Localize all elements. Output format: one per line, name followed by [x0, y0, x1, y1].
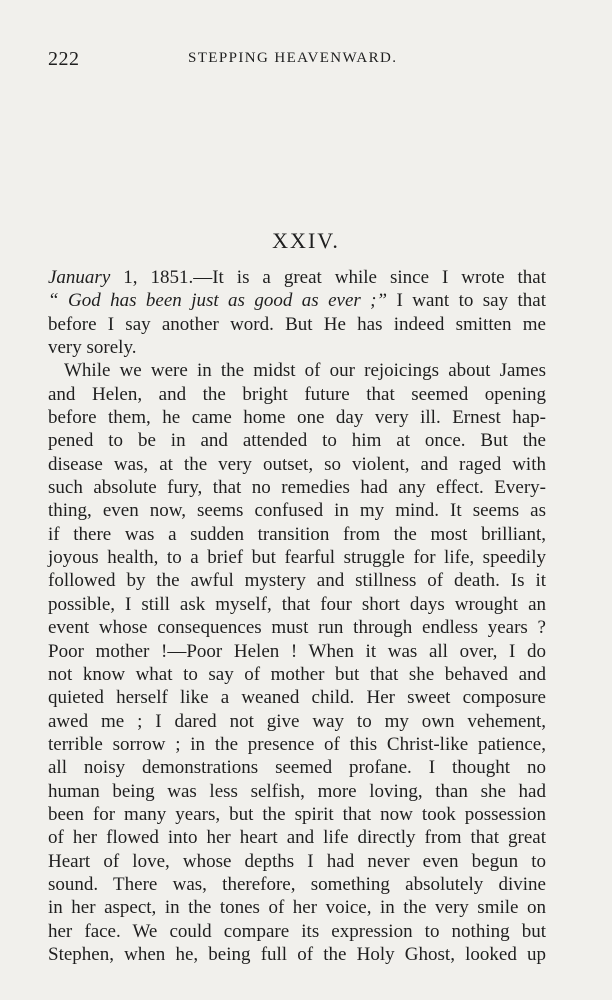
- text-line: [48, 289, 546, 312]
- text-line: before them, he came home one day very ill. Ernest hap-: [48, 407, 546, 429]
- line-text: I want to say that: [387, 290, 546, 312]
- body-text: [48, 266, 546, 966]
- text-line: and Helen, and the bright future that seemed opening: [48, 383, 546, 405]
- text-line: been for many years, but the spirit that now took possession: [48, 803, 546, 825]
- text-line: terrible sorrow ; in the presence of this Christ-like patience,: [48, 733, 546, 755]
- text-line: in her aspect, in the tones of her voice, in the very smile on: [48, 897, 546, 919]
- text-line: human being was less selfish, more loving, than she had: [48, 780, 546, 802]
- text-line: joyous health, to a brief but fearful struggle for life, speedily: [48, 547, 546, 569]
- text-line: very sorely.: [48, 337, 137, 359]
- text-line: [48, 266, 546, 289]
- text-line: disease was, at the very outset, so violent, and raged with: [48, 453, 546, 475]
- text-line: all noisy demonstrations seemed profane. I thought no: [48, 757, 546, 779]
- text-line: awed me ; I dared not give way to my own vehement,: [48, 710, 546, 732]
- text-line: such absolute fury, that no remedies had any effect. Every-: [48, 477, 546, 499]
- date-italic: January: [48, 267, 111, 288]
- text-line: her face. We could compare its expression to nothing but: [48, 920, 546, 942]
- running-title: STEPPING HEAVENWARD.: [188, 50, 398, 66]
- running-header: [48, 48, 548, 72]
- chapter-heading: XXIV.: [272, 228, 340, 253]
- text-line: possible, I still ask myself, that four short days wrought an: [48, 593, 546, 615]
- text-line: While we were in the midst of our rejoicings about James: [64, 360, 546, 382]
- line-text: 1, 1851.—It is a great while since I wrote that: [110, 267, 546, 288]
- text-line: Stephen, when he, being full of the Holy Ghost, looked up: [48, 943, 546, 965]
- text-line: of her flowed into her heart and life directly from that great: [48, 827, 546, 849]
- text-line: pened to be in and attended to him at once. But the: [48, 430, 546, 452]
- text-line: thing, even now, seems confused in my mind. It seems as: [48, 500, 546, 522]
- text-line: if there was a sudden transition from the most brilliant,: [48, 523, 546, 545]
- text-line: not know what to say of mother but that she behaved and: [48, 663, 546, 685]
- page-number: 222: [48, 48, 80, 70]
- text-line: event whose consequences must run through endless years ?: [48, 617, 546, 639]
- text-line: followed by the awful mystery and stillness of death. Is it: [48, 570, 546, 592]
- text-line: sound. There was, therefore, something absolutely divine: [48, 873, 546, 895]
- text-line: before I say another word. But He has indeed smitten me: [48, 313, 546, 335]
- text-line: Heart of love, whose depths I had never even begun to: [48, 850, 546, 872]
- text-line: Poor mother !—Poor Helen ! When it was all over, I do: [48, 640, 546, 662]
- text-line: quieted herself like a weaned child. Her sweet composure: [48, 687, 546, 709]
- quote-italic: “ God has been just as good as ever ;”: [48, 290, 388, 312]
